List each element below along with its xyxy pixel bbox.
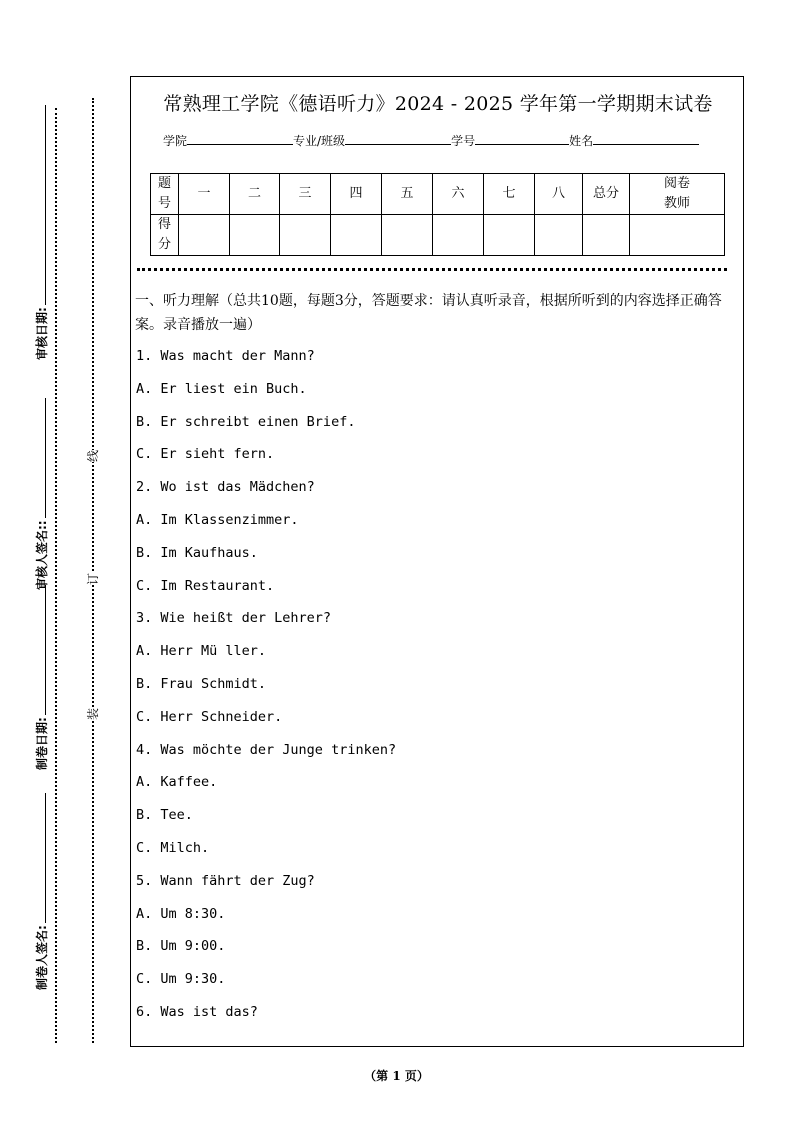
reviewer-date-text: 审核日期: bbox=[35, 307, 49, 360]
column-header-1: 一 bbox=[179, 174, 230, 215]
college-field[interactable] bbox=[187, 132, 293, 145]
exam-frame bbox=[130, 76, 744, 1047]
student-id-field[interactable] bbox=[475, 132, 569, 145]
answer-option[interactable]: C. Milch. bbox=[136, 840, 210, 856]
grader-label-cell: 阅卷 教师 bbox=[630, 174, 725, 215]
column-header-3: 三 bbox=[280, 174, 331, 215]
binding-dotted-line-inner bbox=[92, 98, 94, 1043]
dotted-separator bbox=[137, 268, 727, 271]
column-header-2: 二 bbox=[230, 174, 280, 215]
reviewer-date-label bbox=[33, 105, 50, 360]
reviewer-date-blank[interactable] bbox=[45, 105, 46, 305]
maker-date-text: 制卷日期: bbox=[35, 717, 49, 770]
answer-option[interactable]: A. Herr Mü ller. bbox=[136, 643, 267, 660]
major-label: 专业/班级 bbox=[293, 134, 346, 148]
binding-char-line: 线 bbox=[86, 449, 101, 463]
answer-option[interactable]: C. Er sieht fern. bbox=[136, 446, 275, 463]
exam-title: 常熟理工学院《德语听力》2024 - 2025 学年第一学期期末试卷 bbox=[163, 93, 713, 115]
score-label-cell: 得 分 bbox=[151, 215, 179, 256]
name-field[interactable] bbox=[593, 132, 699, 145]
score-table-score-row bbox=[151, 215, 725, 256]
answer-option[interactable]: B. Um 9:00. bbox=[136, 938, 226, 955]
college-label: 学院 bbox=[163, 134, 188, 148]
major-field[interactable] bbox=[345, 132, 451, 145]
answer-option[interactable]: A. Kaffee. bbox=[136, 774, 218, 791]
binding-dotted-line-outer bbox=[55, 108, 57, 1043]
score-table-header-row bbox=[151, 174, 725, 215]
score-cell-total[interactable] bbox=[583, 215, 630, 256]
answer-option[interactable]: A. Er liest ein Buch. bbox=[136, 380, 307, 397]
binding-char-bind: 装 bbox=[86, 707, 101, 721]
maker-sign-label bbox=[33, 793, 50, 990]
question-number-label-cell: 题 号 bbox=[151, 174, 179, 215]
answer-option[interactable]: B. Frau Schmidt. bbox=[136, 676, 267, 692]
column-header-4: 四 bbox=[331, 174, 382, 215]
maker-date-blank[interactable] bbox=[45, 585, 46, 715]
question-text: 6. Was ist das? bbox=[136, 1004, 258, 1020]
name-label: 姓名 bbox=[569, 134, 594, 148]
question-text: 1. Was macht der Mann? bbox=[136, 348, 315, 364]
column-header-total: 总分 bbox=[583, 174, 630, 215]
question-text: 4. Was möchte der Junge trinken? bbox=[136, 741, 397, 758]
reviewer-sign-blank[interactable] bbox=[45, 398, 46, 518]
student-info-row bbox=[163, 132, 699, 149]
answer-option[interactable]: B. Er schreibt einen Brief. bbox=[136, 413, 356, 430]
column-header-5: 五 bbox=[382, 174, 433, 215]
maker-date-label bbox=[33, 585, 50, 770]
student-id-label: 学号 bbox=[451, 134, 476, 148]
page-number: （第 1 页） bbox=[364, 1069, 429, 1083]
answer-option[interactable]: A. Im Klassenzimmer. bbox=[136, 512, 299, 528]
question-text: 5. Wann fährt der Zug? bbox=[136, 872, 315, 889]
grader-cell[interactable] bbox=[630, 215, 725, 256]
binding-char-order: 订 bbox=[86, 572, 101, 586]
score-cell-1[interactable] bbox=[179, 215, 230, 256]
answer-option[interactable]: B. Tee. bbox=[136, 807, 193, 824]
answer-option[interactable]: C. Um 9:30. bbox=[136, 971, 226, 988]
column-header-7: 七 bbox=[484, 174, 535, 215]
reviewer-sign-text: 审核人签名:: bbox=[35, 520, 49, 590]
reviewer-sign-label bbox=[33, 398, 50, 590]
question-text: 2. Wo ist das Mädchen? bbox=[136, 479, 315, 496]
maker-sign-text: 制卷人签名: bbox=[35, 925, 49, 990]
score-cell-2[interactable] bbox=[230, 215, 280, 256]
section1-heading: 一、听力理解（总共10题，每题3分，答题要求：请认真听录音，根据所听到的内容选择正确答案。录音播放一遍） bbox=[135, 293, 722, 333]
answer-option[interactable]: C. Herr Schneider. bbox=[136, 708, 283, 725]
score-cell-7[interactable] bbox=[484, 215, 535, 256]
question-text: 3. Wie heißt der Lehrer? bbox=[136, 610, 332, 627]
score-cell-8[interactable] bbox=[535, 215, 583, 256]
column-header-6: 六 bbox=[433, 174, 484, 215]
answer-option[interactable]: C. Im Restaurant. bbox=[136, 577, 275, 594]
answer-option[interactable]: A. Um 8:30. bbox=[136, 905, 226, 922]
score-cell-3[interactable] bbox=[280, 215, 331, 256]
score-table bbox=[150, 173, 725, 256]
score-cell-5[interactable] bbox=[382, 215, 433, 256]
score-cell-6[interactable] bbox=[433, 215, 484, 256]
score-cell-4[interactable] bbox=[331, 215, 382, 256]
column-header-8: 八 bbox=[535, 174, 583, 215]
answer-option[interactable]: B. Im Kaufhaus. bbox=[136, 544, 258, 561]
maker-sign-blank[interactable] bbox=[45, 793, 46, 923]
